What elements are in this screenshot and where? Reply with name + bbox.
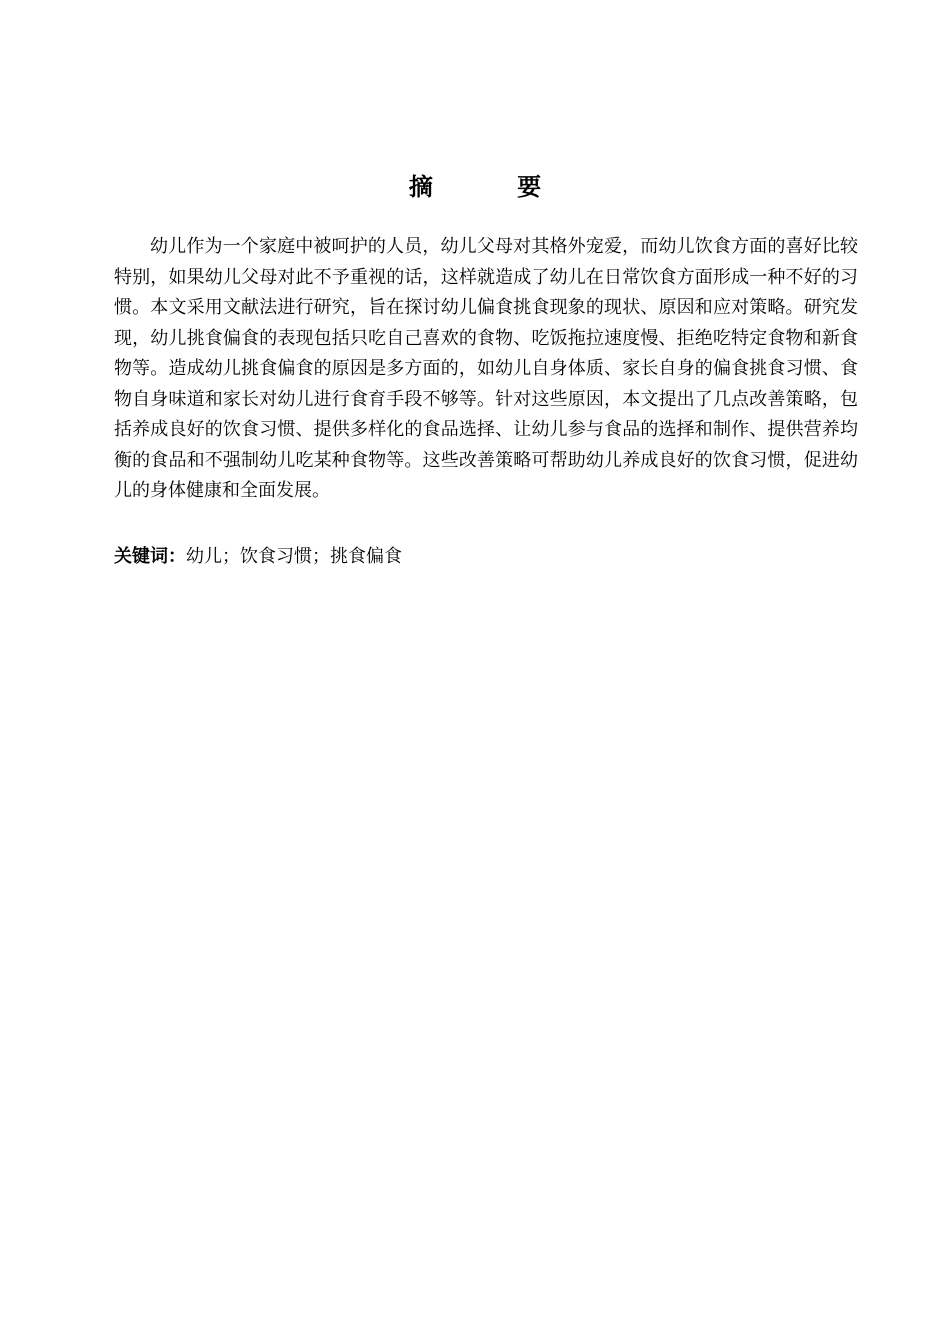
keywords-value: 幼儿；饮食习惯；挑食偏食 <box>186 546 402 567</box>
keywords-line <box>114 542 858 572</box>
abstract-paragraph: 幼儿作为一个家庭中被呵护的人员，幼儿父母对其格外宠爱，而幼儿饮食方面的喜好比较特别，如果幼儿父母对此不予重视的话，这样就造成了幼儿在日常饮食方面形成一种不好的习惯。本文采用文献法进行研究，旨在探讨幼儿偏食挑食现象的现状、原因和应对策略。研究发现，幼儿挑食偏食的表现包括只吃自己喜欢的食物、吃饭拖拉速度慢、拒绝吃特定食物和新食物等。造成幼儿挑食偏食的原因是多方面的，如幼儿自身体质、家长自身的偏食挑食习惯、食物自身味道和家长对幼儿进行食育手段不够等。针对这些原因，本文提出了几点改善策略，包括养成良好的饮食习惯、提供多样化的食品选择、让幼儿参与食品的选择和制作、提供营养均衡的食品和不强制幼儿吃某种食物等。这些改善策略可帮助幼儿养成良好的饮食习惯，促进幼儿的身体健康和全面发展。 <box>114 236 858 501</box>
abstract-title: 摘 要 <box>408 173 580 201</box>
keywords-label: 关键词： <box>114 546 186 567</box>
